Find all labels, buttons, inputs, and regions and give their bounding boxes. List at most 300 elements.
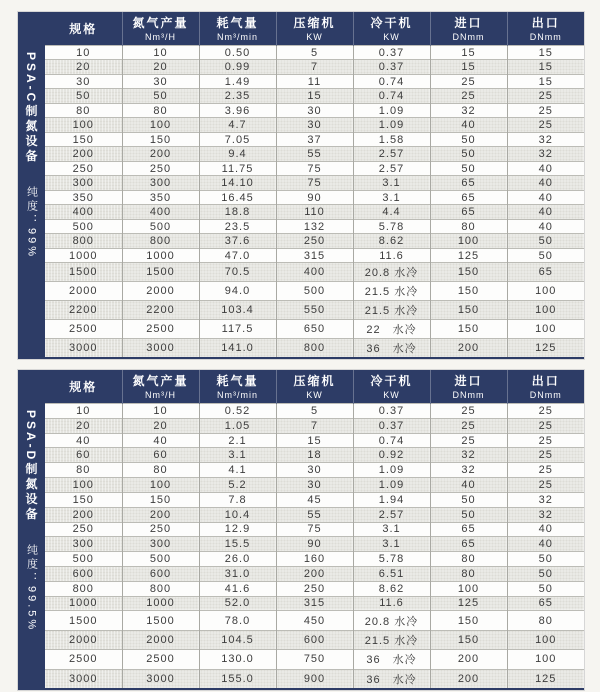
cell: 150 <box>122 492 199 507</box>
cell: 16.45 <box>199 190 276 204</box>
cell: 1.09 <box>353 118 430 132</box>
cell: 315 <box>276 248 353 262</box>
cell: 25 <box>507 418 584 433</box>
column-label: 耗气量 <box>216 16 259 30</box>
table-row <box>45 161 584 175</box>
cell: 31.0 <box>199 566 276 581</box>
cell: 30 <box>276 478 353 493</box>
cell: 80 <box>430 566 507 581</box>
cell: 40 <box>507 522 584 537</box>
cell: 315 <box>276 596 353 611</box>
cell: 2200 <box>122 301 199 320</box>
cell: 2.57 <box>353 147 430 161</box>
cell: 1000 <box>45 248 122 262</box>
column-unit: DNmm <box>452 32 485 42</box>
cell: 100 <box>430 234 507 248</box>
column-header-row <box>45 12 584 46</box>
table-row <box>45 478 584 493</box>
cell: 3.1 <box>353 176 430 190</box>
cell: 25 <box>507 463 584 478</box>
cell: 15.5 <box>199 537 276 552</box>
cell: 80 <box>122 463 199 478</box>
cell: 100 <box>507 301 584 320</box>
cell: 150 <box>430 611 507 630</box>
cell: 500 <box>45 219 122 233</box>
cell: 11.75 <box>199 161 276 175</box>
cell: 3000 <box>45 339 122 357</box>
cell: 2500 <box>122 650 199 669</box>
cell: 50 <box>507 566 584 581</box>
column-header <box>122 370 199 404</box>
cell: 7.8 <box>199 492 276 507</box>
psa-d-spec-table <box>45 370 584 688</box>
cell: 25 <box>507 103 584 117</box>
table-row <box>45 537 584 552</box>
table-row <box>45 205 584 219</box>
column-label: 进口 <box>454 374 483 388</box>
column-header <box>45 370 122 404</box>
column-label: 出口 <box>531 374 560 388</box>
cell: 400 <box>45 205 122 219</box>
cell: 2000 <box>122 282 199 301</box>
cell: 18 <box>276 448 353 463</box>
cell: 1000 <box>122 248 199 262</box>
cell: 300 <box>45 176 122 190</box>
table-row <box>45 669 584 688</box>
cell: 8.62 <box>353 581 430 596</box>
cell: 250 <box>276 581 353 596</box>
cell: 25 <box>430 433 507 448</box>
cell: 25 <box>507 478 584 493</box>
column-unit: Nm³/H <box>145 32 176 42</box>
cell: 15 <box>276 89 353 103</box>
column-header <box>507 12 584 46</box>
cell: 65 <box>507 263 584 282</box>
cell: 40 <box>430 118 507 132</box>
cell: 50 <box>430 492 507 507</box>
column-label: 规格 <box>69 379 98 394</box>
cell: 75 <box>276 176 353 190</box>
cell: 3.1 <box>353 537 430 552</box>
cell: 0.74 <box>353 74 430 88</box>
cell: 50 <box>507 248 584 262</box>
cell: 14.10 <box>199 176 276 190</box>
cell: 32 <box>430 448 507 463</box>
cell: 0.37 <box>353 418 430 433</box>
table-row <box>45 282 584 301</box>
cell: 100 <box>122 118 199 132</box>
table-row <box>45 650 584 669</box>
cell: 100 <box>507 282 584 301</box>
cell: 20 <box>45 60 122 74</box>
cell: 11.6 <box>353 248 430 262</box>
cell: 0.92 <box>353 448 430 463</box>
table-row <box>45 611 584 630</box>
cell: 20.8 水冷 <box>353 611 430 630</box>
table-row <box>45 234 584 248</box>
cell: 1.94 <box>353 492 430 507</box>
cell: 117.5 <box>199 320 276 339</box>
cell: 132 <box>276 219 353 233</box>
cell: 2000 <box>45 282 122 301</box>
cell: 1.09 <box>353 463 430 478</box>
cell: 50 <box>122 89 199 103</box>
cell: 150 <box>122 132 199 146</box>
cell: 23.5 <box>199 219 276 233</box>
column-label: 压缩机 <box>293 16 336 30</box>
cell: 90 <box>276 190 353 204</box>
cell: 1.49 <box>199 74 276 88</box>
cell: 450 <box>276 611 353 630</box>
cell: 4.1 <box>199 463 276 478</box>
cell: 40 <box>507 537 584 552</box>
column-label: 氮气产量 <box>132 374 189 388</box>
cell: 30 <box>276 118 353 132</box>
table-row <box>45 581 584 596</box>
cell: 200 <box>430 339 507 357</box>
cell: 2500 <box>45 650 122 669</box>
table-row <box>45 301 584 320</box>
table-row <box>45 219 584 233</box>
cell: 3.1 <box>353 522 430 537</box>
cell: 800 <box>45 234 122 248</box>
table-row <box>45 176 584 190</box>
cell: 800 <box>122 581 199 596</box>
cell: 50 <box>507 234 584 248</box>
cell: 200 <box>430 650 507 669</box>
cell: 50 <box>430 507 507 522</box>
cell: 55 <box>276 147 353 161</box>
cell: 21.5 水冷 <box>353 630 430 649</box>
cell: 250 <box>276 234 353 248</box>
table-row <box>45 552 584 567</box>
cell: 60 <box>45 448 122 463</box>
cell: 1.09 <box>353 103 430 117</box>
cell: 750 <box>276 650 353 669</box>
cell: 20 <box>45 418 122 433</box>
cell: 1.58 <box>353 132 430 146</box>
cell: 65 <box>430 190 507 204</box>
cell: 600 <box>122 566 199 581</box>
column-header <box>122 12 199 46</box>
psa-c-spec-table <box>45 12 584 357</box>
cell: 1.05 <box>199 418 276 433</box>
column-unit: DNmm <box>529 32 562 42</box>
cell: 11.6 <box>353 596 430 611</box>
cell: 0.99 <box>199 60 276 74</box>
purity-label: 纯度：99.5% <box>25 544 38 633</box>
cell: 500 <box>122 552 199 567</box>
cell: 150 <box>45 132 122 146</box>
cell: 40 <box>122 433 199 448</box>
cell: 2200 <box>45 301 122 320</box>
cell: 125 <box>430 596 507 611</box>
table-row <box>45 418 584 433</box>
cell: 5 <box>276 404 353 419</box>
cell: 40 <box>507 190 584 204</box>
table-row <box>45 190 584 204</box>
cell: 47.0 <box>199 248 276 262</box>
cell: 100 <box>45 118 122 132</box>
cell: 30 <box>45 74 122 88</box>
cell: 21.5 水冷 <box>353 301 430 320</box>
cell: 11 <box>276 74 353 88</box>
cell: 155.0 <box>199 669 276 688</box>
column-header <box>507 370 584 404</box>
cell: 0.37 <box>353 46 430 60</box>
series-title: PSA-D制氮设备 <box>24 410 38 523</box>
cell: 3000 <box>122 669 199 688</box>
table-row <box>45 248 584 262</box>
cell: 150 <box>430 320 507 339</box>
cell: 1000 <box>122 596 199 611</box>
cell: 100 <box>430 581 507 596</box>
cell: 65 <box>430 537 507 552</box>
table-row <box>45 596 584 611</box>
cell: 4.4 <box>353 205 430 219</box>
table-row <box>45 46 584 60</box>
cell: 10.4 <box>199 507 276 522</box>
cell: 350 <box>122 190 199 204</box>
cell: 250 <box>122 522 199 537</box>
column-unit: KW <box>306 32 323 42</box>
cell: 30 <box>276 103 353 117</box>
cell: 0.74 <box>353 433 430 448</box>
cell: 300 <box>122 537 199 552</box>
cell: 80 <box>45 463 122 478</box>
column-unit: Nm³/H <box>145 390 176 400</box>
psa-c-sidebar <box>18 12 45 357</box>
table-row <box>45 74 584 88</box>
cell: 25 <box>507 404 584 419</box>
cell: 80 <box>430 552 507 567</box>
cell: 600 <box>276 630 353 649</box>
cell: 1500 <box>122 611 199 630</box>
cell: 300 <box>122 176 199 190</box>
table-row <box>45 630 584 649</box>
column-header-row <box>45 370 584 404</box>
cell: 2000 <box>45 630 122 649</box>
cell: 50 <box>430 132 507 146</box>
series-title: PSA-C制氮设备 <box>24 52 38 165</box>
header-row <box>45 370 584 404</box>
table-row <box>45 89 584 103</box>
cell: 80 <box>507 611 584 630</box>
column-unit: Nm³/min <box>217 390 258 400</box>
cell: 300 <box>45 537 122 552</box>
cell: 90 <box>276 537 353 552</box>
cell: 2500 <box>122 320 199 339</box>
cell: 1.09 <box>353 478 430 493</box>
cell: 1000 <box>45 596 122 611</box>
cell: 25 <box>430 74 507 88</box>
cell: 30 <box>276 463 353 478</box>
cell: 0.37 <box>353 60 430 74</box>
cell: 18.8 <box>199 205 276 219</box>
spec-table-psa-c <box>18 12 584 359</box>
cell: 22 水冷 <box>353 320 430 339</box>
cell: 800 <box>276 339 353 357</box>
cell: 1500 <box>45 263 122 282</box>
cell: 500 <box>45 552 122 567</box>
table-row <box>45 404 584 419</box>
cell: 65 <box>507 596 584 611</box>
cell: 60 <box>122 448 199 463</box>
column-label: 氮气产量 <box>132 16 189 30</box>
cell: 200 <box>122 507 199 522</box>
cell: 100 <box>507 320 584 339</box>
cell: 94.0 <box>199 282 276 301</box>
cell: 32 <box>430 463 507 478</box>
cell: 65 <box>430 522 507 537</box>
cell: 400 <box>122 205 199 219</box>
cell: 40 <box>507 205 584 219</box>
cell: 10 <box>122 46 199 60</box>
table-row <box>45 463 584 478</box>
cell: 150 <box>45 492 122 507</box>
cell: 150 <box>430 301 507 320</box>
column-header <box>353 12 430 46</box>
cell: 8.62 <box>353 234 430 248</box>
cell: 1500 <box>122 263 199 282</box>
column-unit: DNmm <box>452 390 485 400</box>
cell: 200 <box>45 507 122 522</box>
cell: 32 <box>507 492 584 507</box>
cell: 15 <box>507 60 584 74</box>
cell: 50 <box>430 161 507 175</box>
cell: 15 <box>507 74 584 88</box>
cell: 2.35 <box>199 89 276 103</box>
cell: 550 <box>276 301 353 320</box>
cell: 40 <box>430 478 507 493</box>
cell: 2.57 <box>353 161 430 175</box>
cell: 32 <box>507 132 584 146</box>
cell: 50 <box>507 581 584 596</box>
cell: 30 <box>122 74 199 88</box>
cell: 250 <box>45 161 122 175</box>
table-row <box>45 448 584 463</box>
cell: 25 <box>507 433 584 448</box>
cell: 5.78 <box>353 552 430 567</box>
table-row <box>45 507 584 522</box>
table-row <box>45 263 584 282</box>
cell: 36 水冷 <box>353 339 430 357</box>
cell: 900 <box>276 669 353 688</box>
column-unit: KW <box>383 32 400 42</box>
cell: 5 <box>276 46 353 60</box>
cell: 5.2 <box>199 478 276 493</box>
cell: 15 <box>276 433 353 448</box>
cell: 0.37 <box>353 404 430 419</box>
cell: 65 <box>430 176 507 190</box>
column-unit: DNmm <box>529 390 562 400</box>
column-header <box>353 370 430 404</box>
cell: 25 <box>430 418 507 433</box>
cell: 160 <box>276 552 353 567</box>
table-row <box>45 522 584 537</box>
cell: 7 <box>276 418 353 433</box>
cell: 7 <box>276 60 353 74</box>
column-header <box>276 12 353 46</box>
cell: 600 <box>45 566 122 581</box>
spec-table-psa-d <box>18 370 584 690</box>
cell: 200 <box>122 147 199 161</box>
cell: 55 <box>276 507 353 522</box>
cell: 3.1 <box>353 190 430 204</box>
cell: 25 <box>507 118 584 132</box>
column-header <box>276 370 353 404</box>
cell: 0.50 <box>199 46 276 60</box>
cell: 37 <box>276 132 353 146</box>
cell: 200 <box>430 669 507 688</box>
cell: 250 <box>45 522 122 537</box>
cell: 32 <box>507 507 584 522</box>
header-row <box>45 12 584 46</box>
cell: 125 <box>507 339 584 357</box>
cell: 141.0 <box>199 339 276 357</box>
cell: 50 <box>45 89 122 103</box>
column-label: 冷干机 <box>370 374 413 388</box>
cell: 150 <box>430 630 507 649</box>
cell: 41.6 <box>199 581 276 596</box>
cell: 500 <box>276 282 353 301</box>
cell: 110 <box>276 205 353 219</box>
cell: 150 <box>430 282 507 301</box>
cell: 45 <box>276 492 353 507</box>
cell: 32 <box>430 103 507 117</box>
cell: 3.1 <box>199 448 276 463</box>
cell: 9.4 <box>199 147 276 161</box>
cell: 6.51 <box>353 566 430 581</box>
column-label: 压缩机 <box>293 374 336 388</box>
table-row <box>45 132 584 146</box>
cell: 200 <box>45 147 122 161</box>
cell: 4.7 <box>199 118 276 132</box>
cell: 25 <box>430 404 507 419</box>
cell: 40 <box>45 433 122 448</box>
table-row <box>45 566 584 581</box>
purity-label: 纯度：99% <box>25 186 38 260</box>
cell: 36 水冷 <box>353 669 430 688</box>
cell: 0.74 <box>353 89 430 103</box>
column-unit: KW <box>306 390 323 400</box>
cell: 2000 <box>122 630 199 649</box>
table-row <box>45 147 584 161</box>
column-header <box>199 12 276 46</box>
cell: 78.0 <box>199 611 276 630</box>
column-label: 冷干机 <box>370 16 413 30</box>
cell: 103.4 <box>199 301 276 320</box>
cell: 1500 <box>45 611 122 630</box>
column-unit: Nm³/min <box>217 32 258 42</box>
column-label: 耗气量 <box>216 374 259 388</box>
cell: 400 <box>276 263 353 282</box>
cell: 100 <box>122 478 199 493</box>
column-unit: KW <box>383 390 400 400</box>
cell: 40 <box>507 219 584 233</box>
cell: 130.0 <box>199 650 276 669</box>
cell: 800 <box>45 581 122 596</box>
table-row <box>45 118 584 132</box>
cell: 75 <box>276 522 353 537</box>
cell: 100 <box>45 478 122 493</box>
spec-rows <box>45 46 584 358</box>
table-row <box>45 320 584 339</box>
column-header <box>430 370 507 404</box>
cell: 650 <box>276 320 353 339</box>
cell: 2.1 <box>199 433 276 448</box>
cell: 12.9 <box>199 522 276 537</box>
